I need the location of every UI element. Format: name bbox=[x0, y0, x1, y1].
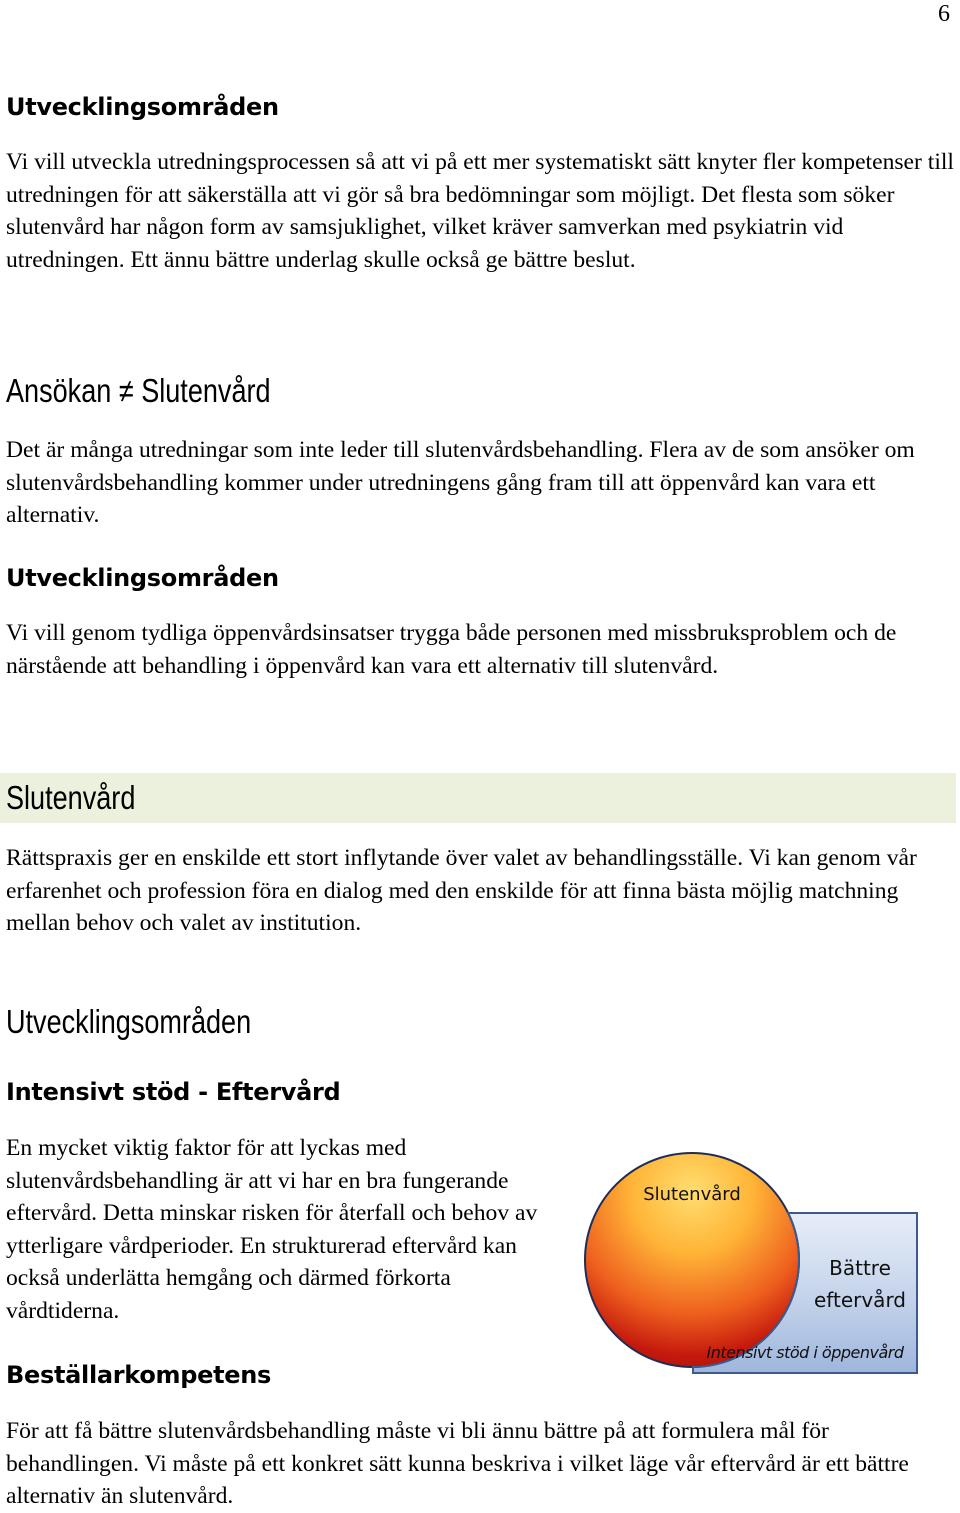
paragraph-rattspraxis: Rättspraxis ger en enskilde ett stort inflytande över valet av behandlingsställe. Vi kan genom vår erfarenhet och profession föra en dialog med den enskilde för att finna bästa möjlig matchning mellan behov och valet av institution. bbox=[6, 845, 917, 937]
section-heading-ansokan-slutenvard: Ansökan ≠ Slutenvård bbox=[6, 372, 271, 409]
section-heading-bestallarkompetens: Beställarkompetens bbox=[6, 1361, 271, 1389]
page-number: 6 bbox=[938, 1, 950, 27]
diagram-label-intensivt-stod: Intensivt stöd i öppenvård bbox=[706, 1343, 904, 1362]
heading-bar bbox=[0, 773, 956, 823]
paragraph-eftervard: En mycket viktig faktor för att lyckas med slutenvårdsbehandling är att vi har en bra fungerande eftervård. Detta minskar risken för återfall och behov av ytterligare vårdperioder. En strukturerad eftervård kan också underlätta hemgång och därmed förkorta vårdtiderna. bbox=[6, 1135, 538, 1324]
section-heading-utvecklingsomraden-1: Utvecklingsområden bbox=[6, 93, 279, 121]
section-heading-utvecklingsomraden-2: Utvecklingsområden bbox=[6, 564, 279, 592]
paragraph-bestallarkompetens: För att få bättre slutenvårdsbehandling måste vi bli ännu bättre på att formulera mål för behandlingen. Vi måste på ett konkret sätt kunna beskriva i vilket läge vår eftervård är ett bättre alternativ än slutenvård. bbox=[6, 1418, 909, 1510]
diagram-label-battre-eftervard bbox=[808, 1252, 912, 1316]
subheading-intensivt-stod-eftervard: Intensivt stöd - Eftervård bbox=[6, 1078, 341, 1106]
section-heading-slutenvard: Slutenvård bbox=[6, 779, 136, 816]
section-heading-utvecklingsomraden-3: Utvecklingsområden bbox=[6, 1003, 252, 1040]
paragraph-oppenvardsinsatser: Vi vill genom tydliga öppenvårdsinsatser trygga både personen med missbruksproblem och de närstående att behandling i öppenvård kan vara ett alternativ till slutenvård. bbox=[6, 620, 897, 679]
diagram-label-battre: Bättre bbox=[829, 1256, 891, 1280]
diagram-label-eftervard: eftervård bbox=[813, 1288, 907, 1312]
paragraph-utredningsprocessen: Vi vill utveckla utredningsprocessen så att vi på ett mer systematiskt sätt knyter fler kompetenser till utredningen för att säkerställa att vi gör så bra bedömningar som möjligt. Det flesta som söker slutenvård har någon form av samsjuklighet, vilket kräver samverkan med psykiatrin vid utredningen. Ett ännu bättre underlag skulle också ge bättre beslut. bbox=[6, 149, 954, 273]
diagram-label-slutenvard: Slutenvård bbox=[643, 1184, 741, 1205]
eftervard-diagram bbox=[584, 1152, 924, 1382]
paragraph-ansokan: Det är många utredningar som inte leder till slutenvårdsbehandling. Flera av de som ansöker om slutenvårdsbehandling kommer under utredningens gång fram till att öppenvård kan vara ett alternativ. bbox=[6, 437, 915, 529]
